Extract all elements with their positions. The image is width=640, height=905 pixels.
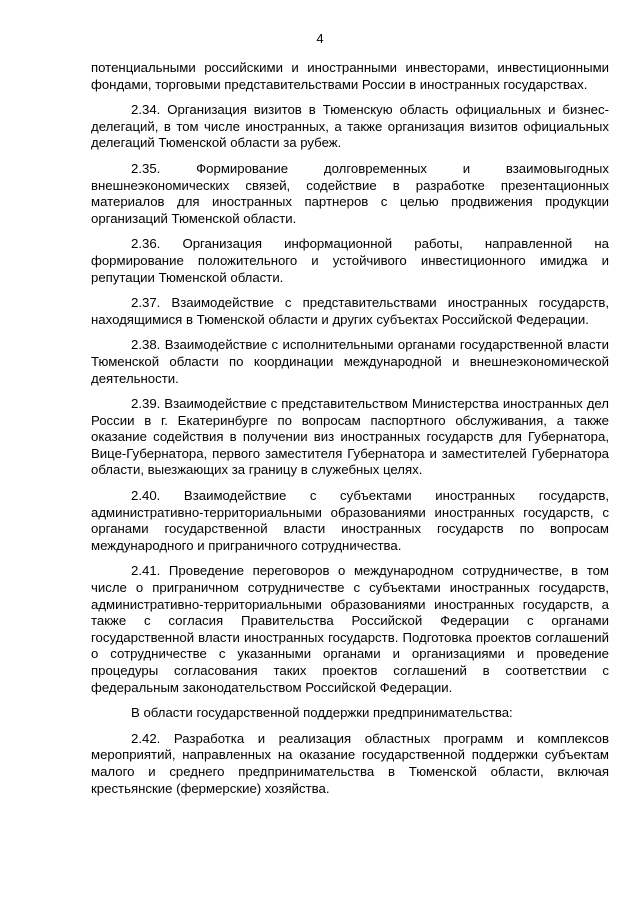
paragraph-2-39: 2.39. Взаимодействие с представительством Министерства иностранных дел России в г. Екатеринбурге по вопросам паспортного обслуживания, а также оказание содействия в получении виз иностранных государств для Губернатора, Вице-Губернатора, первого заместителя Губернатора и заместителей Губернатора области, выезжающих за границу в служебных целях. xyxy=(91,396,609,478)
paragraph-2-41: 2.41. Проведение переговоров о международном сотрудничестве, в том числе о приграничном сотрудничестве с субъектами иностранных государств, административно-территориальными образованиями иностранных государств, а также с согласия Правительства Российской Федерации с органами государственной власти иностранных государств. Подготовка проектов соглашений о сотрудничестве с указанными органами и организациями и проведение процедуры согласования таких проектов соглашений в соответствии с федеральным законодательством Российской Федерации. xyxy=(91,563,609,695)
paragraph-2-40: 2.40. Взаимодействие с субъектами иностранных государств, административно-территориальными образованиями иностранных государств, с органами государственной власти иностранных государств по вопросам международного и приграничного сотрудничества. xyxy=(91,488,609,553)
paragraph-2-38: 2.38. Взаимодействие с исполнительными органами государственной власти Тюменской области по координации международной и внешнеэкономической деятельности. xyxy=(91,337,609,386)
paragraph-2-35: 2.35. Формирование долговременных и взаимовыгодных внешнеэкономических связей, содействие в разработке презентационных материалов для иностранных партнеров с целью продвижения продукции организаций Тюменской области. xyxy=(91,160,609,226)
paragraph-continuation: потенциальными российскими и иностранными инвесторами, инвестиционными фондами, торговыми представительствами России в иностранных государствах. xyxy=(91,60,609,92)
paragraph-2-37: 2.37. Взаимодействие с представительствами иностранных государств, находящимися в Тюменской области и других субъектах Российской Федерации. xyxy=(91,295,609,327)
paragraph-2-36: 2.36. Организация информационной работы, направленной на формирование положительного и устойчивого инвестиционного имиджа и репутации Тюменской области. xyxy=(91,236,609,285)
paragraph-2-42: 2.42. Разработка и реализация областных программ и комплексов мероприятий, направленных на оказание государственной поддержки субъектам малого и среднего предпринимательства в Тюменской области, включая крестьянские (фермерские) хозяйства. xyxy=(91,730,609,796)
section-heading-entrepreneurship: В области государственной поддержки предпринимательства: xyxy=(131,705,513,721)
document-body xyxy=(91,60,609,806)
paragraph-2-34: 2.34. Организация визитов в Тюменскую область официальных и бизнес-делегаций, в том числе иностранных, а также организация визитов официальных делегаций Тюменской области за рубеж. xyxy=(91,102,609,151)
page-number: 4 xyxy=(316,31,324,46)
